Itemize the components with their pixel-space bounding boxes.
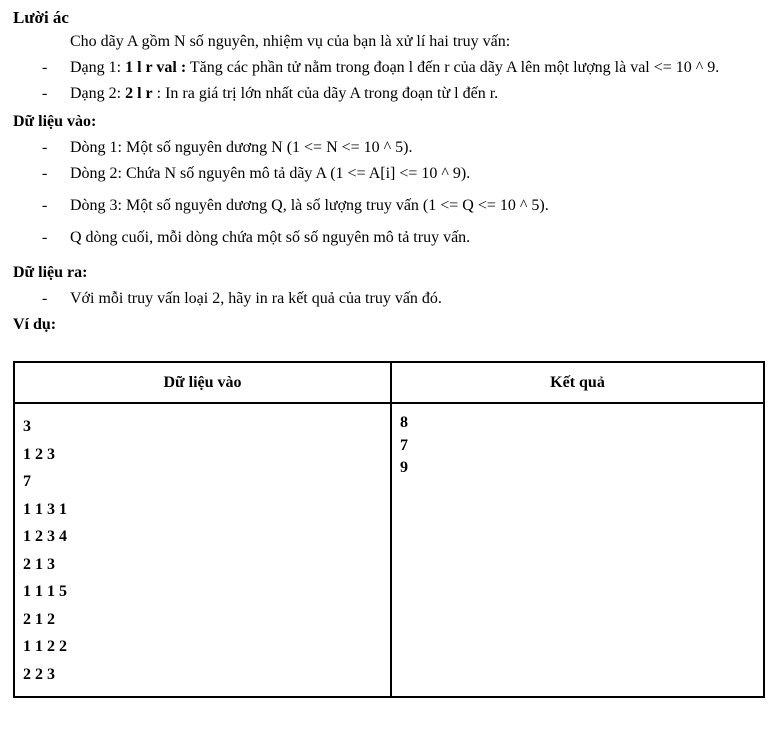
example-input-line: 1 1 2 2 [23,638,67,655]
example-input-cell [14,403,391,697]
query-type-description: : In ra giá trị lớn nhất của dãy A trong đoạn từ l đến r. [152,85,499,102]
bullet-dash: - [42,229,48,246]
problem-title: Lười ác [13,8,69,27]
input-spec-text: Dòng 2: Chứa N số nguyên mô tả dãy A (1 <= A[i] <= 10 ^ 9). [70,165,471,182]
example-input-line: 2 1 3 [23,555,55,573]
example-table-header-row [14,362,764,403]
query-type-prefix: Dạng 2: [70,85,126,102]
example-table-header-input: Dữ liệu vào [14,362,391,403]
example-input-line: 3 [23,418,31,435]
bullet-dash: - [42,165,48,182]
output-section-heading: Dữ liệu ra: [13,264,88,281]
output-spec-item [13,286,762,312]
example-input-line: 2 1 2 [23,610,55,628]
example-output-line: 8 [400,414,408,431]
example-table-body-row [14,403,764,697]
input-spec-text: Dòng 1: Một số nguyên dương N (1 <= N <= 10 ^ 5). [70,139,413,156]
query-type-item [13,81,762,107]
problem-intro: Cho dãy A gồm N số nguyên, nhiệm vụ của bạn là xử lí hai truy vấn: [70,33,511,50]
example-input-line: 1 2 3 [23,445,55,463]
example-table-header-output: Kết quả [391,362,764,403]
query-type-syntax: 2 l r [125,85,153,102]
example-output-line: 7 [400,436,408,454]
query-type-description: Tăng các phần tử nằm trong đoạn l đến r của dãy A lên một lượng là val <= 10 ^ 9. [186,59,720,76]
example-heading: Ví dụ: [13,316,57,333]
example-input-line: 1 2 3 4 [23,528,67,545]
example-table [13,361,765,698]
bullet-dash: - [42,290,48,307]
input-spec-text: Dòng 3: Một số nguyên dương Q, là số lượng truy vấn (1 <= Q <= 10 ^ 5). [70,197,549,214]
example-input-line: 1 1 3 1 [23,500,67,518]
bullet-dash: - [42,85,48,102]
input-spec-item [13,161,762,187]
bullet-dash: - [42,139,48,156]
input-spec-text: Q dòng cuối, mỗi dòng chứa một số số nguyên mô tả truy vấn. [70,229,471,246]
input-section-heading: Dữ liệu vào: [13,113,97,130]
input-spec-item [13,225,762,251]
example-input-line: 2 2 3 [23,665,55,683]
example-output-cell [391,403,764,697]
example-output-line: 9 [400,459,408,476]
input-spec-item [13,193,762,219]
bullet-dash: - [42,59,48,76]
bullet-dash: - [42,197,48,214]
query-type-prefix: Dạng 1: [70,59,126,76]
query-type-item [13,55,762,81]
example-input-line: 1 1 1 5 [23,583,67,600]
example-input-line: 7 [23,473,31,490]
output-spec-text: Với mỗi truy vấn loại 2, hãy in ra kết quả của truy vấn đó. [70,290,442,307]
input-spec-item [13,135,762,161]
query-type-syntax: 1 l r val : [125,59,187,76]
